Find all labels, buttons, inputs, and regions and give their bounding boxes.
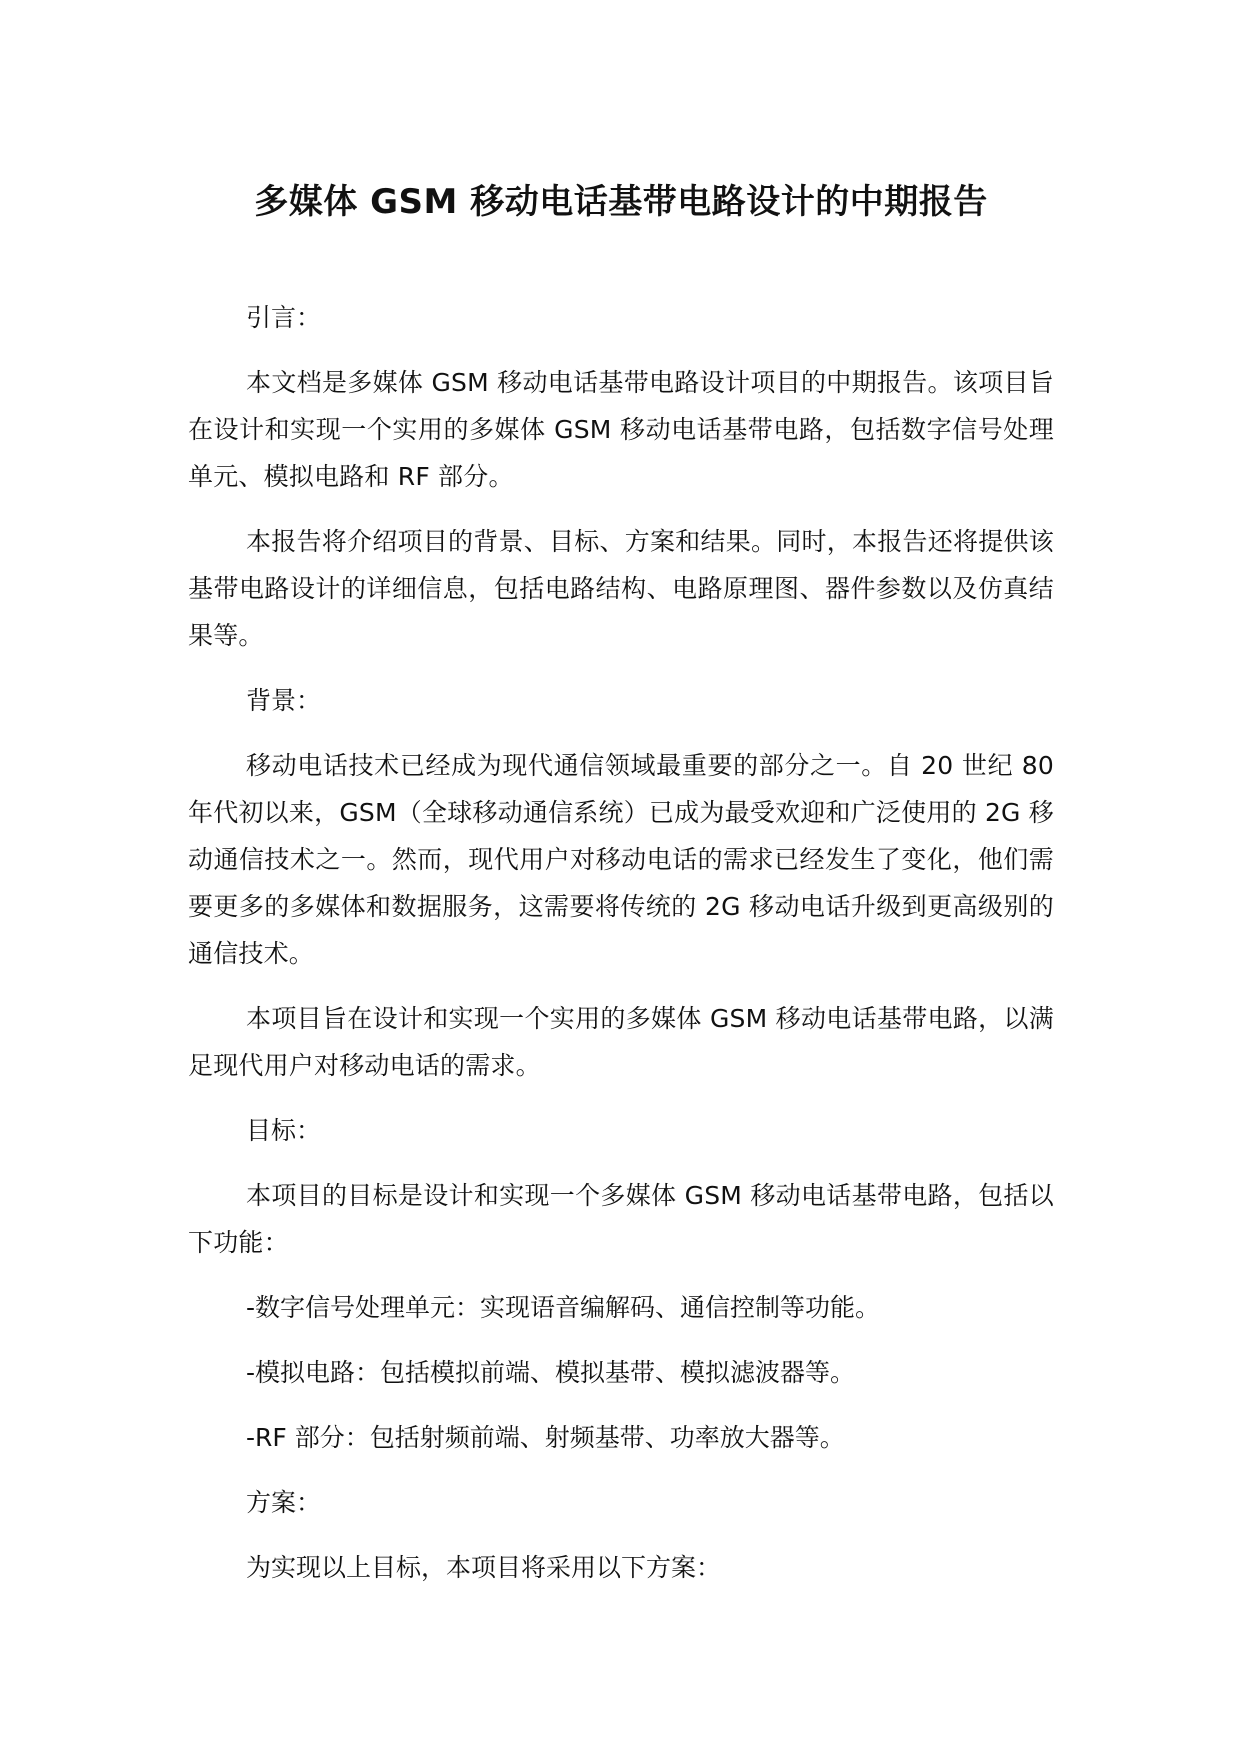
section-heading-background: 背景： <box>246 686 322 715</box>
document-title: 多媒体 GSM 移动电话基带电路设计的中期报告 <box>254 182 988 222</box>
paragraph: 移动电话技术已经成为现代通信领域最重要的部分之一。自 20 世纪 80 年代初以来，GSM（全球移动通信系统）已成为最受欢迎和广泛使用的 2G 移动通信技术之一。然而，现代用户对移动电话的需求已经发生了变化，他们需要更多的多媒体和数据服务，这需要将传统的 2G 移动电话升级到更高级别的通信技术。 <box>188 751 1054 968</box>
section-heading-intro: 引言： <box>246 303 322 332</box>
paragraph: 本项目的目标是设计和实现一个多媒体 GSM 移动电话基带电路，包括以下功能： <box>188 1181 1054 1257</box>
section-heading-goals: 目标： <box>246 1116 322 1145</box>
paragraph: 本报告将介绍项目的背景、目标、方案和结果。同时，本报告还将提供该基带电路设计的详细信息，包括电路结构、电路原理图、器件参数以及仿真结果等。 <box>188 527 1054 650</box>
list-item-rf: -RF 部分：包括射频前端、射频基带、功率放大器等。 <box>246 1423 845 1452</box>
document-body <box>188 294 1054 1609</box>
paragraph: 本项目旨在设计和实现一个实用的多媒体 GSM 移动电话基带电路，以满足现代用户对移动电话的需求。 <box>188 1004 1054 1080</box>
list-item-analog: -模拟电路：包括模拟前端、模拟基带、模拟滤波器等。 <box>246 1358 856 1387</box>
paragraph: 本文档是多媒体 GSM 移动电话基带电路设计项目的中期报告。该项目旨在设计和实现一个实用的多媒体 GSM 移动电话基带电路，包括数字信号处理单元、模拟电路和 RF 部分。 <box>188 368 1054 491</box>
document-page <box>188 0 1054 1754</box>
paragraph: 为实现以上目标，本项目将采用以下方案： <box>246 1553 722 1582</box>
section-heading-plan: 方案： <box>246 1488 322 1517</box>
list-item-dsp: -数字信号处理单元：实现语音编解码、通信控制等功能。 <box>246 1293 881 1322</box>
